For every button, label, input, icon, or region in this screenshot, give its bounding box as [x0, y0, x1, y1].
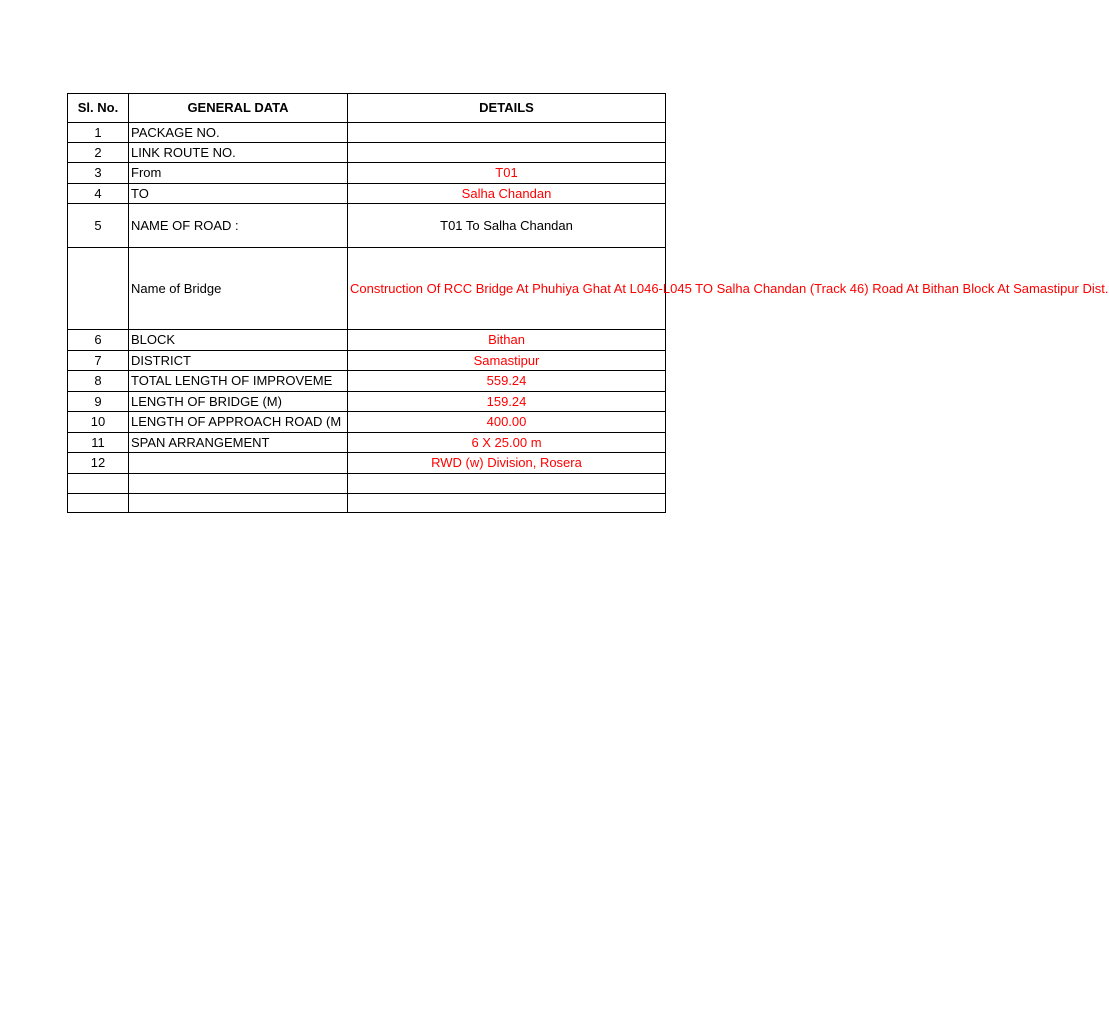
- header-sl-no: Sl. No.: [68, 94, 129, 123]
- row-label: [129, 494, 348, 513]
- row-sl-no: [68, 494, 129, 513]
- table-row: [68, 163, 666, 184]
- row-label: Name of Bridge: [129, 248, 348, 330]
- row-label: TO: [129, 184, 348, 204]
- row-sl-no: 12: [68, 453, 129, 474]
- row-label: [129, 474, 348, 494]
- row-label: NAME OF ROAD :: [129, 204, 348, 248]
- row-value: Bithan: [348, 330, 666, 351]
- row-value: T01: [348, 163, 666, 184]
- row-label: LENGTH OF BRIDGE (M): [129, 392, 348, 412]
- row-sl-no: [68, 248, 129, 330]
- row-label: DISTRICT: [129, 351, 348, 371]
- row-value: 400.00: [348, 412, 666, 433]
- row-value: 159.24: [348, 392, 666, 412]
- row-value: T01 To Salha Chandan: [348, 204, 666, 248]
- table-row: [68, 248, 666, 330]
- row-sl-no: 1: [68, 123, 129, 143]
- table-row: [68, 204, 666, 248]
- table-row: [68, 371, 666, 392]
- header-details: DETAILS: [348, 94, 666, 123]
- row-value: [348, 474, 666, 494]
- row-sl-no: 5: [68, 204, 129, 248]
- table-row: [68, 143, 666, 163]
- row-value: Construction Of RCC Bridge At Phuhiya Ghat At L046-L045 TO Salha Chandan (Track 46) Road At Bithan Block At Samastipur Dist.: [348, 248, 666, 330]
- row-sl-no: [68, 474, 129, 494]
- row-label: [129, 453, 348, 474]
- row-value: [348, 494, 666, 513]
- row-sl-no: 9: [68, 392, 129, 412]
- row-label: PACKAGE NO.: [129, 123, 348, 143]
- row-value: Salha Chandan: [348, 184, 666, 204]
- row-value: 6 X 25.00 m: [348, 433, 666, 453]
- header-general-data: GENERAL DATA: [129, 94, 348, 123]
- table-row: [68, 433, 666, 453]
- table-row: [68, 184, 666, 204]
- table-row: [68, 494, 666, 513]
- table-row: [68, 330, 666, 351]
- row-label: LINK ROUTE NO.: [129, 143, 348, 163]
- header-row: [68, 94, 666, 123]
- row-label: From: [129, 163, 348, 184]
- row-sl-no: 2: [68, 143, 129, 163]
- row-label: BLOCK: [129, 330, 348, 351]
- row-sl-no: 6: [68, 330, 129, 351]
- row-value: RWD (w) Division, Rosera: [348, 453, 666, 474]
- row-value: [348, 143, 666, 163]
- table-row: [68, 412, 666, 433]
- row-sl-no: 8: [68, 371, 129, 392]
- row-value: Samastipur: [348, 351, 666, 371]
- row-label: TOTAL LENGTH OF IMPROVEME: [129, 371, 348, 392]
- row-sl-no: 11: [68, 433, 129, 453]
- row-value: 559.24: [348, 371, 666, 392]
- row-sl-no: 4: [68, 184, 129, 204]
- row-value: [348, 123, 666, 143]
- table-row: [68, 123, 666, 143]
- row-label: LENGTH OF APPROACH ROAD (M: [129, 412, 348, 433]
- table-row: [68, 392, 666, 412]
- row-sl-no: 7: [68, 351, 129, 371]
- table-row: [68, 351, 666, 371]
- row-sl-no: 10: [68, 412, 129, 433]
- table-row: [68, 453, 666, 474]
- row-sl-no: 3: [68, 163, 129, 184]
- table-row: [68, 474, 666, 494]
- row-label: SPAN ARRANGEMENT: [129, 433, 348, 453]
- general-data-table: [67, 93, 1109, 513]
